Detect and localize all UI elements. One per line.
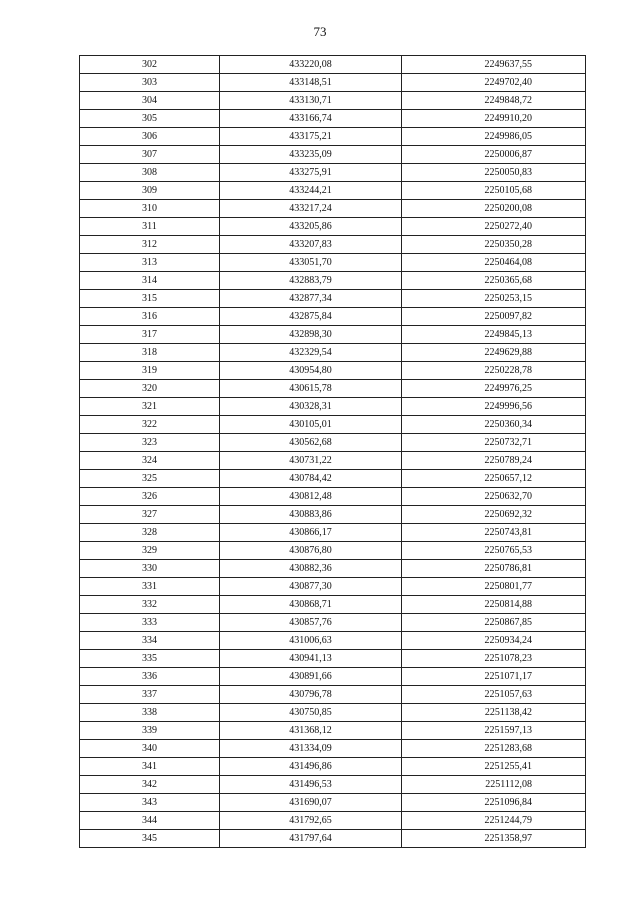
y-coordinate-cell: 2251358,97: [402, 830, 586, 848]
table-row: [80, 200, 586, 218]
point-number-cell: 319: [80, 362, 220, 380]
y-coordinate-cell: 2250765,53: [402, 542, 586, 560]
x-coordinate-cell: 433217,24: [220, 200, 402, 218]
y-coordinate-cell: 2249976,25: [402, 380, 586, 398]
x-coordinate-cell: 431792,65: [220, 812, 402, 830]
x-coordinate-cell: 430615,78: [220, 380, 402, 398]
table-row: [80, 416, 586, 434]
point-number-cell: 304: [80, 92, 220, 110]
table-row: [80, 164, 586, 182]
point-number-cell: 338: [80, 704, 220, 722]
point-number-cell: 345: [80, 830, 220, 848]
x-coordinate-cell: 430857,76: [220, 614, 402, 632]
y-coordinate-cell: 2250632,70: [402, 488, 586, 506]
coordinates-table: [79, 55, 586, 848]
table-row: [80, 470, 586, 488]
x-coordinate-cell: 432875,84: [220, 308, 402, 326]
point-number-cell: 330: [80, 560, 220, 578]
x-coordinate-cell: 430812,48: [220, 488, 402, 506]
y-coordinate-cell: 2249845,13: [402, 326, 586, 344]
x-coordinate-cell: 431496,53: [220, 776, 402, 794]
x-coordinate-cell: 433148,51: [220, 74, 402, 92]
table-row: [80, 452, 586, 470]
table-row: [80, 434, 586, 452]
table-row: [80, 272, 586, 290]
y-coordinate-cell: 2250934,24: [402, 632, 586, 650]
y-coordinate-cell: 2251078,23: [402, 650, 586, 668]
point-number-cell: 337: [80, 686, 220, 704]
table-row: [80, 218, 586, 236]
y-coordinate-cell: 2249637,55: [402, 56, 586, 74]
x-coordinate-cell: 431368,12: [220, 722, 402, 740]
table-row: [80, 56, 586, 74]
point-number-cell: 331: [80, 578, 220, 596]
point-number-cell: 328: [80, 524, 220, 542]
y-coordinate-cell: 2250200,08: [402, 200, 586, 218]
y-coordinate-cell: 2249910,20: [402, 110, 586, 128]
y-coordinate-cell: 2249986,05: [402, 128, 586, 146]
y-coordinate-cell: 2251244,79: [402, 812, 586, 830]
table-row: [80, 794, 586, 812]
table-row: [80, 740, 586, 758]
point-number-cell: 336: [80, 668, 220, 686]
point-number-cell: 327: [80, 506, 220, 524]
x-coordinate-cell: 430877,30: [220, 578, 402, 596]
table-row: [80, 830, 586, 848]
x-coordinate-cell: 430796,78: [220, 686, 402, 704]
table-row: [80, 758, 586, 776]
point-number-cell: 306: [80, 128, 220, 146]
table-row: [80, 236, 586, 254]
table-row: [80, 326, 586, 344]
x-coordinate-cell: 430562,68: [220, 434, 402, 452]
x-coordinate-cell: 433175,21: [220, 128, 402, 146]
point-number-cell: 317: [80, 326, 220, 344]
y-coordinate-cell: 2250097,82: [402, 308, 586, 326]
table-row: [80, 146, 586, 164]
x-coordinate-cell: 430883,86: [220, 506, 402, 524]
x-coordinate-cell: 433051,70: [220, 254, 402, 272]
table-row: [80, 92, 586, 110]
x-coordinate-cell: 430750,85: [220, 704, 402, 722]
x-coordinate-cell: 430891,66: [220, 668, 402, 686]
y-coordinate-cell: 2251597,13: [402, 722, 586, 740]
table-row: [80, 578, 586, 596]
y-coordinate-cell: 2250789,24: [402, 452, 586, 470]
y-coordinate-cell: 2251138,42: [402, 704, 586, 722]
point-number-cell: 315: [80, 290, 220, 308]
point-number-cell: 314: [80, 272, 220, 290]
y-coordinate-cell: 2251255,41: [402, 758, 586, 776]
x-coordinate-cell: 431334,09: [220, 740, 402, 758]
point-number-cell: 321: [80, 398, 220, 416]
point-number-cell: 308: [80, 164, 220, 182]
y-coordinate-cell: 2251283,68: [402, 740, 586, 758]
x-coordinate-cell: 433220,08: [220, 56, 402, 74]
point-number-cell: 320: [80, 380, 220, 398]
table-row: [80, 686, 586, 704]
point-number-cell: 313: [80, 254, 220, 272]
point-number-cell: 335: [80, 650, 220, 668]
table-row: [80, 650, 586, 668]
table-row: [80, 380, 586, 398]
table-row: [80, 128, 586, 146]
y-coordinate-cell: 2250365,68: [402, 272, 586, 290]
point-number-cell: 303: [80, 74, 220, 92]
point-number-cell: 343: [80, 794, 220, 812]
table-row: [80, 182, 586, 200]
table-row: [80, 506, 586, 524]
table-row: [80, 812, 586, 830]
x-coordinate-cell: 430941,13: [220, 650, 402, 668]
page-number: 73: [313, 24, 327, 39]
table-row: [80, 110, 586, 128]
y-coordinate-cell: 2250050,83: [402, 164, 586, 182]
x-coordinate-cell: 430328,31: [220, 398, 402, 416]
y-coordinate-cell: 2249629,88: [402, 344, 586, 362]
y-coordinate-cell: 2249848,72: [402, 92, 586, 110]
point-number-cell: 339: [80, 722, 220, 740]
y-coordinate-cell: 2250360,34: [402, 416, 586, 434]
point-number-cell: 342: [80, 776, 220, 794]
x-coordinate-cell: 432883,79: [220, 272, 402, 290]
point-number-cell: 310: [80, 200, 220, 218]
x-coordinate-cell: 432898,30: [220, 326, 402, 344]
x-coordinate-cell: 433207,83: [220, 236, 402, 254]
table-row: [80, 524, 586, 542]
x-coordinate-cell: 433130,71: [220, 92, 402, 110]
point-number-cell: 324: [80, 452, 220, 470]
table-row: [80, 74, 586, 92]
y-coordinate-cell: 2249702,40: [402, 74, 586, 92]
x-coordinate-cell: 432877,34: [220, 290, 402, 308]
y-coordinate-cell: 2251096,84: [402, 794, 586, 812]
y-coordinate-cell: 2250253,15: [402, 290, 586, 308]
table-row: [80, 668, 586, 686]
table-row: [80, 308, 586, 326]
y-coordinate-cell: 2250350,28: [402, 236, 586, 254]
y-coordinate-cell: 2250228,78: [402, 362, 586, 380]
point-number-cell: 318: [80, 344, 220, 362]
table-row: [80, 704, 586, 722]
x-coordinate-cell: 430784,42: [220, 470, 402, 488]
x-coordinate-cell: 432329,54: [220, 344, 402, 362]
point-number-cell: 311: [80, 218, 220, 236]
y-coordinate-cell: 2250786,81: [402, 560, 586, 578]
y-coordinate-cell: 2250464,08: [402, 254, 586, 272]
y-coordinate-cell: 2250801,77: [402, 578, 586, 596]
x-coordinate-cell: 430731,22: [220, 452, 402, 470]
table-row: [80, 398, 586, 416]
y-coordinate-cell: 2250272,40: [402, 218, 586, 236]
table-row: [80, 722, 586, 740]
x-coordinate-cell: 430876,80: [220, 542, 402, 560]
x-coordinate-cell: 431690,07: [220, 794, 402, 812]
y-coordinate-cell: 2250692,32: [402, 506, 586, 524]
x-coordinate-cell: 433244,21: [220, 182, 402, 200]
point-number-cell: 332: [80, 596, 220, 614]
y-coordinate-cell: 2250814,88: [402, 596, 586, 614]
x-coordinate-cell: 431496,86: [220, 758, 402, 776]
x-coordinate-cell: 431006,63: [220, 632, 402, 650]
x-coordinate-cell: 431797,64: [220, 830, 402, 848]
x-coordinate-cell: 430954,80: [220, 362, 402, 380]
table-row: [80, 488, 586, 506]
y-coordinate-cell: 2250732,71: [402, 434, 586, 452]
y-coordinate-cell: 2250006,87: [402, 146, 586, 164]
point-number-cell: 344: [80, 812, 220, 830]
point-number-cell: 316: [80, 308, 220, 326]
point-number-cell: 309: [80, 182, 220, 200]
point-number-cell: 307: [80, 146, 220, 164]
point-number-cell: 341: [80, 758, 220, 776]
point-number-cell: 302: [80, 56, 220, 74]
table-row: [80, 542, 586, 560]
point-number-cell: 333: [80, 614, 220, 632]
x-coordinate-cell: 430868,71: [220, 596, 402, 614]
point-number-cell: 325: [80, 470, 220, 488]
y-coordinate-cell: 2251057,63: [402, 686, 586, 704]
x-coordinate-cell: 430866,17: [220, 524, 402, 542]
x-coordinate-cell: 433275,91: [220, 164, 402, 182]
table-row: [80, 254, 586, 272]
table-row: [80, 614, 586, 632]
x-coordinate-cell: 433166,74: [220, 110, 402, 128]
table-row: [80, 560, 586, 578]
point-number-cell: 340: [80, 740, 220, 758]
point-number-cell: 334: [80, 632, 220, 650]
point-number-cell: 305: [80, 110, 220, 128]
x-coordinate-cell: 430105,01: [220, 416, 402, 434]
table-row: [80, 362, 586, 380]
y-coordinate-cell: 2251071,17: [402, 668, 586, 686]
y-coordinate-cell: 2250105,68: [402, 182, 586, 200]
point-number-cell: 312: [80, 236, 220, 254]
point-number-cell: 329: [80, 542, 220, 560]
coordinates-table-body: [80, 56, 586, 848]
table-row: [80, 776, 586, 794]
x-coordinate-cell: 433235,09: [220, 146, 402, 164]
table-row: [80, 596, 586, 614]
table-row: [80, 632, 586, 650]
y-coordinate-cell: 2250867,85: [402, 614, 586, 632]
point-number-cell: 326: [80, 488, 220, 506]
y-coordinate-cell: 2251112,08: [402, 776, 586, 794]
y-coordinate-cell: 2249996,56: [402, 398, 586, 416]
table-row: [80, 290, 586, 308]
point-number-cell: 322: [80, 416, 220, 434]
y-coordinate-cell: 2250743,81: [402, 524, 586, 542]
x-coordinate-cell: 430882,36: [220, 560, 402, 578]
x-coordinate-cell: 433205,86: [220, 218, 402, 236]
y-coordinate-cell: 2250657,12: [402, 470, 586, 488]
table-row: [80, 344, 586, 362]
point-number-cell: 323: [80, 434, 220, 452]
